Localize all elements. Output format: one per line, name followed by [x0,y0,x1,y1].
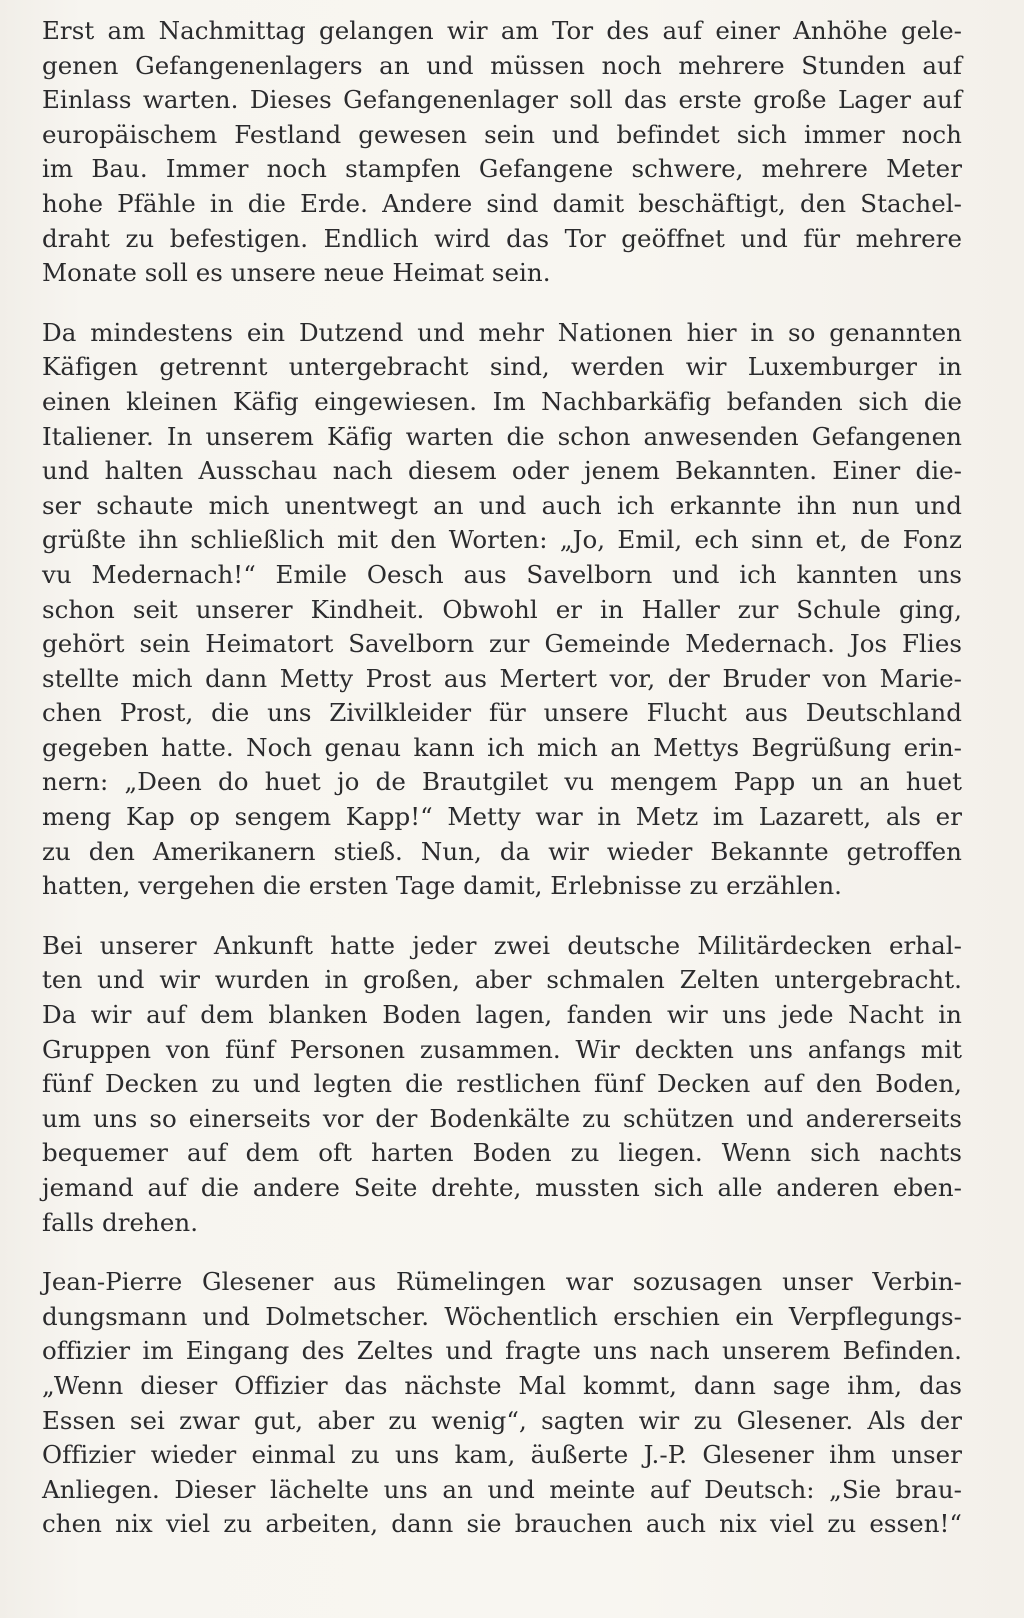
text-line: Monate soll es unsere neue Heimat sein. [42,258,551,288]
text-line: nern: „Deen do huet jo de Brautgilet vu mengem Papp un an huet [42,767,962,797]
text-line: „Wenn dieser Offizier das nächste Mal kommt, dann sage ihm, das [42,1370,962,1400]
text-line: Anliegen. Dieser lächelte uns an und meinte auf Deutsch: „Sie brau- [42,1474,962,1504]
text-line: Jean-Pierre Glesener aus Rümelingen war sozusagen unser Verbin- [42,1267,962,1297]
text-line: meng Kap op sengem Kapp!“ Metty war in Metz im Lazarett, als er [42,802,962,832]
text-line: chen nix viel zu arbeiten, dann sie brauchen auch nix viel zu essen!“ [42,1509,962,1539]
text-line: zu den Amerikanern stieß. Nun, da wir wieder Bekannte getroffen [42,836,962,866]
text-line: ten und wir wurden in großen, aber schmalen Zelten untergebracht. [42,965,962,995]
text-line: fünf Decken zu und legten die restlichen fünf Decken auf den Boden, [42,1069,962,1099]
text-line: Käfigen getrennt untergebracht sind, werden wir Luxemburger in [42,352,962,382]
text-line: ser schaute mich unentwegt an und auch ich erkannte ihn nun und [42,490,962,520]
text-line: chen Prost, die uns Zivilkleider für unsere Flucht aus Deutschland [42,698,962,728]
body-text [42,14,962,1542]
text-line: Essen sei zwar gut, aber zu wenig“, sagten wir zu Glesener. Als der [42,1405,962,1435]
text-line: einen kleinen Käfig eingewiesen. Im Nachbarkäfig befanden sich die [42,386,962,416]
text-line: jemand auf die andere Seite drehte, mussten sich alle anderen eben- [42,1173,962,1202]
text-line: grüßte ihn schließlich mit den Worten: „Jo, Emil, ech sinn et, de Fonz [42,525,962,555]
text-line: vu Medernach!“ Emile Oesch aus Savelborn und ich kannten uns [42,559,962,589]
text-line: gegeben hatte. Noch genau kann ich mich an Mettys Begrüßung erin- [42,732,962,762]
paragraph-gap [42,291,962,316]
paragraph-interpreter [42,1265,962,1542]
text-line: dungsmann und Dolmetscher. Wöchentlich erschien ein Verpflegungs- [42,1301,962,1331]
paragraph-arrival [42,14,962,291]
paragraph-cages [42,316,962,904]
text-line: Erst am Nachmittag gelangen wir am Tor des auf einer Anhöhe gele- [42,16,962,45]
text-line: Da mindestens ein Dutzend und mehr Nationen hier in so genannten [42,317,962,347]
text-line: hohe Pfähle in die Erde. Andere sind damit beschäftigt, den Stachel- [42,188,962,218]
text-line: hatten, vergehen die ersten Tage damit, Erlebnisse zu erzählen. [42,871,842,901]
text-line: Offizier wieder einmal zu uns kam, äußerte J.-P. Glesener ihm unser [42,1440,962,1470]
text-line: und halten Ausschau nach diesem oder jenem Bekannten. Einer die- [42,456,962,486]
text-line: stellte mich dann Metty Prost aus Mertert vor, der Bruder von Marie- [42,663,962,693]
text-line: gehört sein Heimatort Savelborn zur Gemeinde Medernach. Jos Flies [42,629,962,659]
text-line: Italiener. In unserem Käfig warten die schon anwesenden Gefangenen [42,421,962,451]
text-line: um uns so einerseits vor der Bodenkälte zu schützen und andererseits [42,1103,962,1133]
text-line: Einlass warten. Dieses Gefangenenlager soll das erste große Lager auf [42,85,962,115]
text-line: falls drehen. [42,1207,199,1237]
text-line: schon seit unserer Kindheit. Obwohl er in Haller zur Schule ging, [42,594,962,624]
text-line: im Bau. Immer noch stampfen Gefangene schwere, mehrere Meter [42,154,962,184]
paragraph-gap [42,904,962,929]
text-line: genen Gefangenenlagers an und müssen noch mehrere Stunden auf [42,50,962,80]
text-line: Bei unserer Ankunft hatte jeder zwei deutsche Militärdecken erhal- [42,930,962,960]
text-line: Gruppen von fünf Personen zusammen. Wir deckten uns anfangs mit [42,1034,962,1064]
text-line: europäischem Festland gewesen sein und befindet sich immer noch [42,119,962,149]
text-line: draht zu befestigen. Endlich wird das Tor geöffnet und für mehrere [42,223,962,253]
paragraph-blankets [42,929,962,1240]
text-line: Da wir auf dem blanken Boden lagen, fanden wir uns jede Nacht in [42,1000,962,1030]
text-line: bequemer auf dem oft harten Boden zu liegen. Wenn sich nachts [42,1138,962,1168]
paragraph-gap [42,1240,962,1265]
text-line: offizier im Eingang des Zeltes und fragte uns nach unserem Befinden. [42,1336,962,1366]
